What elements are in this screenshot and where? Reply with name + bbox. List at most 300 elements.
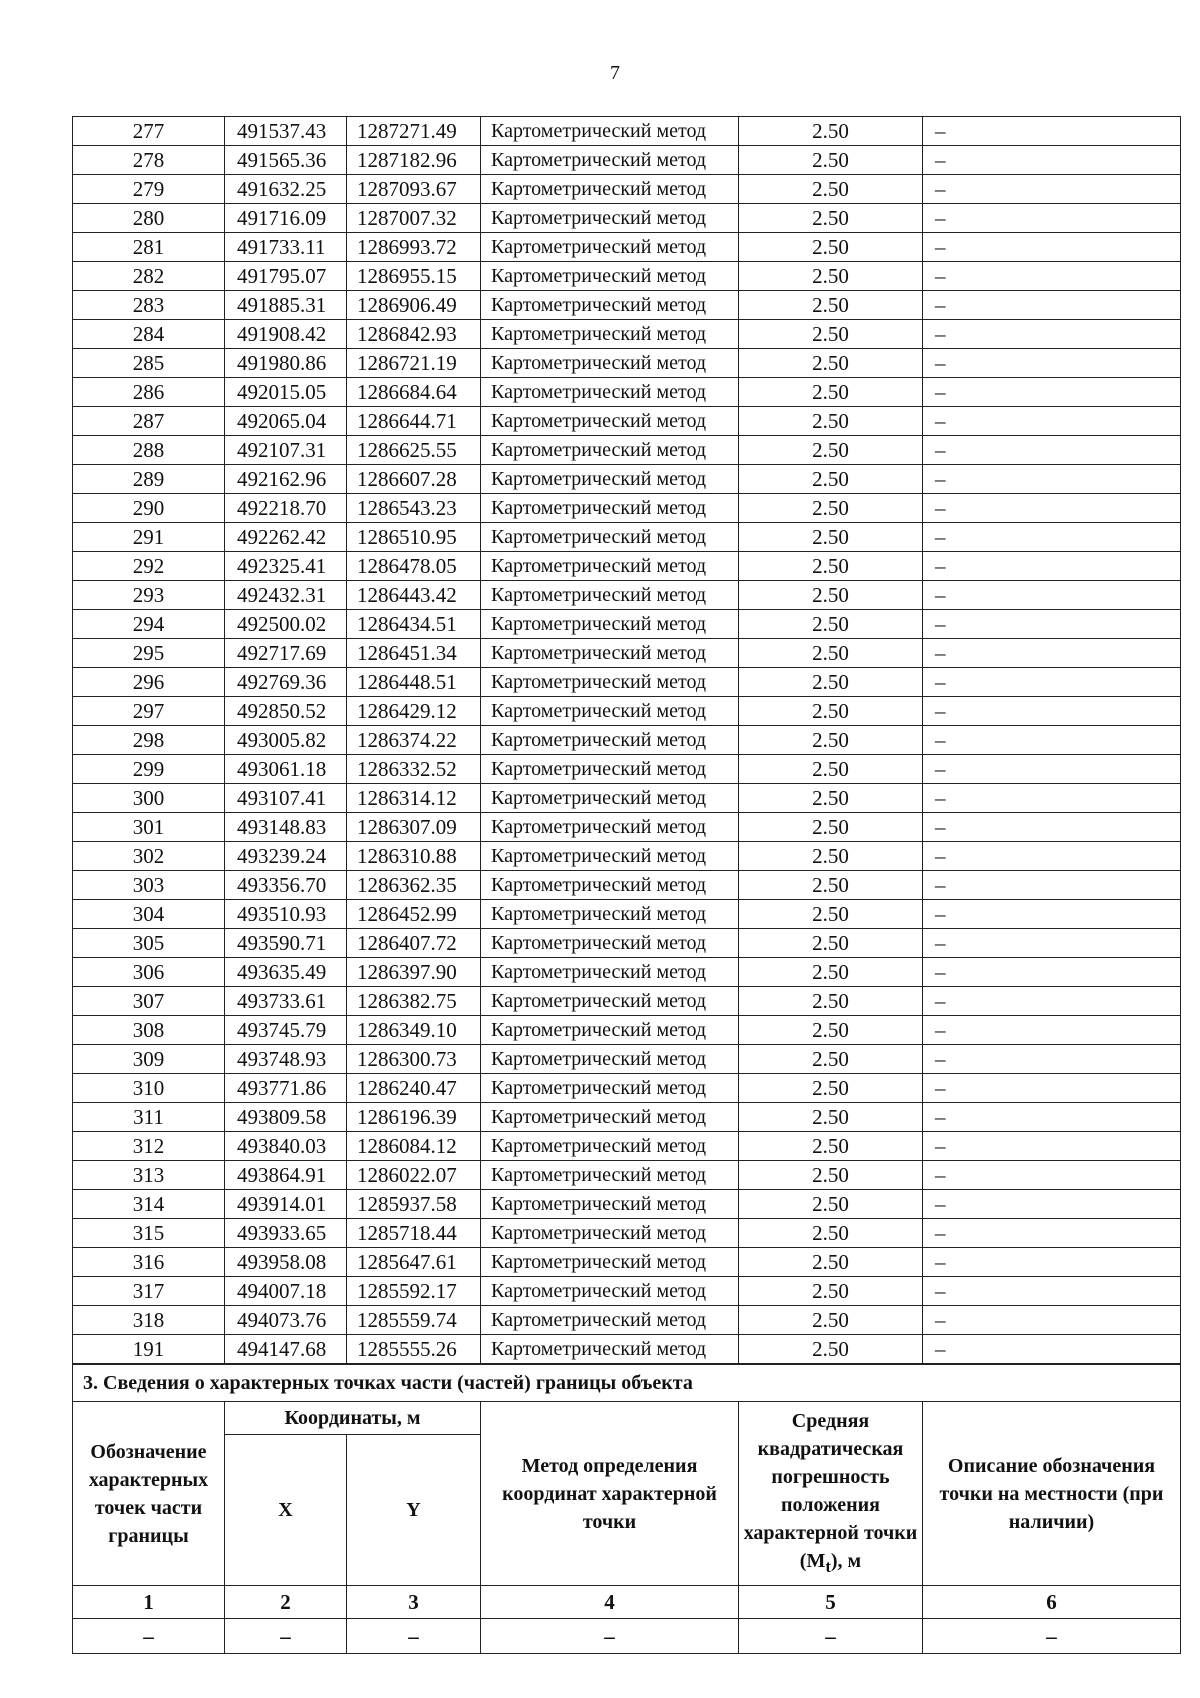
coordinate-row	[73, 871, 1181, 900]
header-error-unit: ), м	[830, 1549, 862, 1572]
empty-cell: –	[481, 1619, 739, 1654]
method-cell: Картометрический метод	[481, 1248, 739, 1277]
coordinate-row	[73, 987, 1181, 1016]
description-cell: –	[923, 958, 1181, 987]
y-coordinate-cell: 1286443.42	[347, 581, 481, 610]
coordinate-row	[73, 465, 1181, 494]
column-number: 1	[73, 1586, 225, 1619]
error-cell: 2.50	[739, 1248, 923, 1277]
y-coordinate-cell: 1286022.07	[347, 1161, 481, 1190]
coordinate-row	[73, 813, 1181, 842]
y-coordinate-cell: 1286314.12	[347, 784, 481, 813]
empty-cell: –	[347, 1619, 481, 1654]
description-cell: –	[923, 929, 1181, 958]
y-coordinate-cell: 1285647.61	[347, 1248, 481, 1277]
description-cell: –	[923, 1248, 1181, 1277]
document-sheet	[72, 116, 1180, 1654]
coordinate-row	[73, 407, 1181, 436]
y-coordinate-cell: 1285718.44	[347, 1219, 481, 1248]
method-cell: Картометрический метод	[481, 813, 739, 842]
method-cell: Картометрический метод	[481, 494, 739, 523]
method-cell: Картометрический метод	[481, 436, 739, 465]
point-number-cell: 287	[73, 407, 225, 436]
error-cell: 2.50	[739, 900, 923, 929]
description-cell: –	[923, 233, 1181, 262]
coordinate-row	[73, 697, 1181, 726]
coordinate-row	[73, 668, 1181, 697]
point-number-cell: 297	[73, 697, 225, 726]
x-coordinate-cell: 492107.31	[225, 436, 347, 465]
x-coordinate-cell: 493061.18	[225, 755, 347, 784]
point-number-cell: 289	[73, 465, 225, 494]
column-number: 2	[225, 1586, 347, 1619]
error-cell: 2.50	[739, 494, 923, 523]
method-cell: Картометрический метод	[481, 610, 739, 639]
point-number-cell: 288	[73, 436, 225, 465]
method-cell: Картометрический метод	[481, 726, 739, 755]
x-coordinate-cell: 492500.02	[225, 610, 347, 639]
y-coordinate-cell: 1286362.35	[347, 871, 481, 900]
error-cell: 2.50	[739, 349, 923, 378]
x-coordinate-cell: 491565.36	[225, 146, 347, 175]
error-cell: 2.50	[739, 1190, 923, 1219]
coordinate-row	[73, 1306, 1181, 1335]
point-number-cell: 282	[73, 262, 225, 291]
point-number-cell: 315	[73, 1219, 225, 1248]
y-coordinate-cell: 1286543.23	[347, 494, 481, 523]
error-cell: 2.50	[739, 1335, 923, 1364]
method-cell: Картометрический метод	[481, 407, 739, 436]
x-coordinate-cell: 493148.83	[225, 813, 347, 842]
header-y: Y	[347, 1435, 481, 1586]
description-cell: –	[923, 726, 1181, 755]
error-cell: 2.50	[739, 726, 923, 755]
y-coordinate-cell: 1286332.52	[347, 755, 481, 784]
method-cell: Картометрический метод	[481, 233, 739, 262]
description-cell: –	[923, 1335, 1181, 1364]
description-cell: –	[923, 755, 1181, 784]
coordinate-row	[73, 958, 1181, 987]
method-cell: Картометрический метод	[481, 1074, 739, 1103]
description-cell: –	[923, 465, 1181, 494]
y-coordinate-cell: 1286625.55	[347, 436, 481, 465]
error-cell: 2.50	[739, 610, 923, 639]
coordinate-row	[73, 842, 1181, 871]
method-cell: Картометрический метод	[481, 1161, 739, 1190]
empty-cell: –	[225, 1619, 347, 1654]
section3-title-row	[73, 1365, 1181, 1402]
x-coordinate-cell: 493635.49	[225, 958, 347, 987]
x-coordinate-cell: 493745.79	[225, 1016, 347, 1045]
y-coordinate-cell: 1286906.49	[347, 291, 481, 320]
description-cell: –	[923, 1306, 1181, 1335]
y-coordinate-cell: 1286510.95	[347, 523, 481, 552]
point-number-cell: 305	[73, 929, 225, 958]
page-number: 7	[610, 62, 620, 84]
section3-title: 3. Сведения о характерных точках части (частей) границы объекта	[73, 1365, 1181, 1402]
description-cell: –	[923, 1277, 1181, 1306]
error-cell: 2.50	[739, 813, 923, 842]
point-number-cell: 310	[73, 1074, 225, 1103]
coordinate-row	[73, 1335, 1181, 1364]
y-coordinate-cell: 1286684.64	[347, 378, 481, 407]
y-coordinate-cell: 1286478.05	[347, 552, 481, 581]
coordinate-row	[73, 320, 1181, 349]
x-coordinate-cell: 493510.93	[225, 900, 347, 929]
x-coordinate-cell: 491908.42	[225, 320, 347, 349]
error-cell: 2.50	[739, 697, 923, 726]
description-cell: –	[923, 987, 1181, 1016]
x-coordinate-cell: 494147.68	[225, 1335, 347, 1364]
y-coordinate-cell: 1286084.12	[347, 1132, 481, 1161]
x-coordinate-cell: 493933.65	[225, 1219, 347, 1248]
y-coordinate-cell: 1286434.51	[347, 610, 481, 639]
coordinate-row	[73, 1016, 1181, 1045]
error-cell: 2.50	[739, 262, 923, 291]
x-coordinate-cell: 491537.43	[225, 117, 347, 146]
method-cell: Картометрический метод	[481, 204, 739, 233]
description-cell: –	[923, 494, 1181, 523]
x-coordinate-cell: 493356.70	[225, 871, 347, 900]
method-cell: Картометрический метод	[481, 1132, 739, 1161]
y-coordinate-cell: 1286382.75	[347, 987, 481, 1016]
description-cell: –	[923, 1074, 1181, 1103]
y-coordinate-cell: 1286452.99	[347, 900, 481, 929]
description-cell: –	[923, 813, 1181, 842]
description-cell: –	[923, 407, 1181, 436]
point-number-cell: 307	[73, 987, 225, 1016]
description-cell: –	[923, 1161, 1181, 1190]
method-cell: Картометрический метод	[481, 581, 739, 610]
column-number: 5	[739, 1586, 923, 1619]
point-number-cell: 279	[73, 175, 225, 204]
y-coordinate-cell: 1286300.73	[347, 1045, 481, 1074]
column-number: 6	[923, 1586, 1181, 1619]
description-cell: –	[923, 523, 1181, 552]
error-cell: 2.50	[739, 465, 923, 494]
error-cell: 2.50	[739, 581, 923, 610]
method-cell: Картометрический метод	[481, 291, 739, 320]
section3-table	[72, 1364, 1181, 1654]
x-coordinate-cell: 492769.36	[225, 668, 347, 697]
method-cell: Картометрический метод	[481, 1306, 739, 1335]
error-cell: 2.50	[739, 1277, 923, 1306]
coordinate-row	[73, 494, 1181, 523]
point-number-cell: 298	[73, 726, 225, 755]
y-coordinate-cell: 1285559.74	[347, 1306, 481, 1335]
coordinate-row	[73, 523, 1181, 552]
y-coordinate-cell: 1286349.10	[347, 1016, 481, 1045]
point-number-cell: 316	[73, 1248, 225, 1277]
coordinate-row	[73, 262, 1181, 291]
description-cell: –	[923, 146, 1181, 175]
point-number-cell: 293	[73, 581, 225, 610]
error-cell: 2.50	[739, 929, 923, 958]
coordinate-row	[73, 1103, 1181, 1132]
header-method: Метод определения координат характерной точки	[481, 1402, 739, 1586]
column-number: 3	[347, 1586, 481, 1619]
x-coordinate-cell: 493107.41	[225, 784, 347, 813]
header-error-text: Средняя квадратическая погрешность положения характерной точки (M	[743, 1409, 918, 1572]
method-cell: Картометрический метод	[481, 958, 739, 987]
method-cell: Картометрический метод	[481, 755, 739, 784]
coordinate-row	[73, 784, 1181, 813]
y-coordinate-cell: 1286407.72	[347, 929, 481, 958]
error-cell: 2.50	[739, 146, 923, 175]
coordinate-row	[73, 233, 1181, 262]
point-number-cell: 295	[73, 639, 225, 668]
point-number-cell: 294	[73, 610, 225, 639]
error-cell: 2.50	[739, 1103, 923, 1132]
y-coordinate-cell: 1286451.34	[347, 639, 481, 668]
coordinate-row	[73, 552, 1181, 581]
method-cell: Картометрический метод	[481, 842, 739, 871]
point-number-cell: 313	[73, 1161, 225, 1190]
column-number-row	[73, 1586, 1181, 1619]
description-cell: –	[923, 204, 1181, 233]
error-cell: 2.50	[739, 871, 923, 900]
x-coordinate-cell: 493590.71	[225, 929, 347, 958]
x-coordinate-cell: 492218.70	[225, 494, 347, 523]
point-number-cell: 318	[73, 1306, 225, 1335]
method-cell: Картометрический метод	[481, 697, 739, 726]
y-coordinate-cell: 1287093.67	[347, 175, 481, 204]
x-coordinate-cell: 494007.18	[225, 1277, 347, 1306]
description-cell: –	[923, 784, 1181, 813]
description-cell: –	[923, 349, 1181, 378]
coordinate-row	[73, 610, 1181, 639]
error-cell: 2.50	[739, 1045, 923, 1074]
y-coordinate-cell: 1286307.09	[347, 813, 481, 842]
empty-cell: –	[73, 1619, 225, 1654]
method-cell: Картометрический метод	[481, 1190, 739, 1219]
error-cell: 2.50	[739, 1016, 923, 1045]
coordinate-row	[73, 639, 1181, 668]
header-coordinates: Координаты, м	[225, 1402, 481, 1435]
coordinate-row	[73, 1219, 1181, 1248]
header-error-subscript: t	[825, 1556, 831, 1576]
description-cell: –	[923, 581, 1181, 610]
coordinate-row	[73, 1161, 1181, 1190]
error-cell: 2.50	[739, 1219, 923, 1248]
description-cell: –	[923, 697, 1181, 726]
method-cell: Картометрический метод	[481, 784, 739, 813]
x-coordinate-cell: 493914.01	[225, 1190, 347, 1219]
description-cell: –	[923, 668, 1181, 697]
error-cell: 2.50	[739, 204, 923, 233]
x-coordinate-cell: 492432.31	[225, 581, 347, 610]
method-cell: Картометрический метод	[481, 1277, 739, 1306]
method-cell: Картометрический метод	[481, 1335, 739, 1364]
coordinate-row	[73, 291, 1181, 320]
error-cell: 2.50	[739, 639, 923, 668]
x-coordinate-cell: 493239.24	[225, 842, 347, 871]
point-number-cell: 311	[73, 1103, 225, 1132]
error-cell: 2.50	[739, 378, 923, 407]
header-x: X	[225, 1435, 347, 1586]
coordinate-row	[73, 900, 1181, 929]
description-cell: –	[923, 842, 1181, 871]
description-cell: –	[923, 1103, 1181, 1132]
point-number-cell: 308	[73, 1016, 225, 1045]
header-error	[739, 1402, 923, 1586]
x-coordinate-cell: 493809.58	[225, 1103, 347, 1132]
error-cell: 2.50	[739, 291, 923, 320]
coordinate-row	[73, 581, 1181, 610]
x-coordinate-cell: 493771.86	[225, 1074, 347, 1103]
x-coordinate-cell: 493864.91	[225, 1161, 347, 1190]
y-coordinate-cell: 1286842.93	[347, 320, 481, 349]
description-cell: –	[923, 552, 1181, 581]
y-coordinate-cell: 1286448.51	[347, 668, 481, 697]
error-cell: 2.50	[739, 987, 923, 1016]
coordinate-row	[73, 349, 1181, 378]
description-cell: –	[923, 610, 1181, 639]
point-number-cell: 277	[73, 117, 225, 146]
coordinate-row	[73, 1248, 1181, 1277]
coordinate-row	[73, 175, 1181, 204]
x-coordinate-cell: 492850.52	[225, 697, 347, 726]
coordinate-row	[73, 726, 1181, 755]
column-number: 4	[481, 1586, 739, 1619]
method-cell: Картометрический метод	[481, 349, 739, 378]
x-coordinate-cell: 492015.05	[225, 378, 347, 407]
coordinate-row	[73, 929, 1181, 958]
description-cell: –	[923, 378, 1181, 407]
coordinate-row	[73, 755, 1181, 784]
coordinate-row	[73, 1045, 1181, 1074]
x-coordinate-cell: 491716.09	[225, 204, 347, 233]
point-number-cell: 291	[73, 523, 225, 552]
description-cell: –	[923, 1132, 1181, 1161]
x-coordinate-cell: 491632.25	[225, 175, 347, 204]
error-cell: 2.50	[739, 175, 923, 204]
x-coordinate-cell: 491733.11	[225, 233, 347, 262]
y-coordinate-cell: 1286374.22	[347, 726, 481, 755]
x-coordinate-cell: 492717.69	[225, 639, 347, 668]
header-designation: Обозначение характерных точек части границы	[73, 1402, 225, 1586]
header-description: Описание обозначения точки на местности (при наличии)	[923, 1402, 1181, 1586]
x-coordinate-cell: 494073.76	[225, 1306, 347, 1335]
point-number-cell: 285	[73, 349, 225, 378]
method-cell: Картометрический метод	[481, 465, 739, 494]
description-cell: –	[923, 1190, 1181, 1219]
description-cell: –	[923, 639, 1181, 668]
method-cell: Картометрический метод	[481, 320, 739, 349]
y-coordinate-cell: 1286397.90	[347, 958, 481, 987]
description-cell: –	[923, 871, 1181, 900]
y-coordinate-cell: 1286310.88	[347, 842, 481, 871]
y-coordinate-cell: 1287007.32	[347, 204, 481, 233]
method-cell: Картометрический метод	[481, 900, 739, 929]
point-number-cell: 299	[73, 755, 225, 784]
point-number-cell: 278	[73, 146, 225, 175]
description-cell: –	[923, 1045, 1181, 1074]
description-cell: –	[923, 117, 1181, 146]
y-coordinate-cell: 1286196.39	[347, 1103, 481, 1132]
description-cell: –	[923, 291, 1181, 320]
x-coordinate-cell: 491795.07	[225, 262, 347, 291]
coordinate-row	[73, 436, 1181, 465]
x-coordinate-cell: 491980.86	[225, 349, 347, 378]
method-cell: Картометрический метод	[481, 987, 739, 1016]
y-coordinate-cell: 1286955.15	[347, 262, 481, 291]
y-coordinate-cell: 1287271.49	[347, 117, 481, 146]
y-coordinate-cell: 1286240.47	[347, 1074, 481, 1103]
error-cell: 2.50	[739, 523, 923, 552]
point-number-cell: 281	[73, 233, 225, 262]
method-cell: Картометрический метод	[481, 1219, 739, 1248]
point-number-cell: 302	[73, 842, 225, 871]
method-cell: Картометрический метод	[481, 1103, 739, 1132]
y-coordinate-cell: 1285592.17	[347, 1277, 481, 1306]
error-cell: 2.50	[739, 755, 923, 784]
coordinate-row	[73, 204, 1181, 233]
method-cell: Картометрический метод	[481, 668, 739, 697]
method-cell: Картометрический метод	[481, 175, 739, 204]
y-coordinate-cell: 1286993.72	[347, 233, 481, 262]
method-cell: Картометрический метод	[481, 117, 739, 146]
point-number-cell: 284	[73, 320, 225, 349]
point-number-cell: 303	[73, 871, 225, 900]
method-cell: Картометрический метод	[481, 1045, 739, 1074]
coordinate-row	[73, 378, 1181, 407]
error-cell: 2.50	[739, 784, 923, 813]
description-cell: –	[923, 1219, 1181, 1248]
point-number-cell: 286	[73, 378, 225, 407]
error-cell: 2.50	[739, 1074, 923, 1103]
point-number-cell: 304	[73, 900, 225, 929]
method-cell: Картометрический метод	[481, 262, 739, 291]
error-cell: 2.50	[739, 407, 923, 436]
x-coordinate-cell: 493748.93	[225, 1045, 347, 1074]
point-number-cell: 292	[73, 552, 225, 581]
empty-cell: –	[923, 1619, 1181, 1654]
coordinate-row	[73, 1277, 1181, 1306]
description-cell: –	[923, 1016, 1181, 1045]
section3-header-row-1	[73, 1402, 1181, 1435]
method-cell: Картометрический метод	[481, 929, 739, 958]
description-cell: –	[923, 320, 1181, 349]
method-cell: Картометрический метод	[481, 378, 739, 407]
x-coordinate-cell: 492162.96	[225, 465, 347, 494]
coordinate-row	[73, 1132, 1181, 1161]
point-number-cell: 306	[73, 958, 225, 987]
y-coordinate-cell: 1287182.96	[347, 146, 481, 175]
description-cell: –	[923, 900, 1181, 929]
coordinate-row	[73, 1190, 1181, 1219]
y-coordinate-cell: 1285937.58	[347, 1190, 481, 1219]
error-cell: 2.50	[739, 320, 923, 349]
error-cell: 2.50	[739, 436, 923, 465]
error-cell: 2.50	[739, 1132, 923, 1161]
x-coordinate-cell: 493733.61	[225, 987, 347, 1016]
point-number-cell: 290	[73, 494, 225, 523]
error-cell: 2.50	[739, 233, 923, 262]
error-cell: 2.50	[739, 668, 923, 697]
error-cell: 2.50	[739, 552, 923, 581]
y-coordinate-cell: 1285555.26	[347, 1335, 481, 1364]
empty-data-row	[73, 1619, 1181, 1654]
point-number-cell: 280	[73, 204, 225, 233]
y-coordinate-cell: 1286644.71	[347, 407, 481, 436]
error-cell: 2.50	[739, 1161, 923, 1190]
coordinate-row	[73, 117, 1181, 146]
x-coordinate-cell: 492065.04	[225, 407, 347, 436]
empty-cell: –	[739, 1619, 923, 1654]
x-coordinate-cell: 491885.31	[225, 291, 347, 320]
x-coordinate-cell: 492262.42	[225, 523, 347, 552]
